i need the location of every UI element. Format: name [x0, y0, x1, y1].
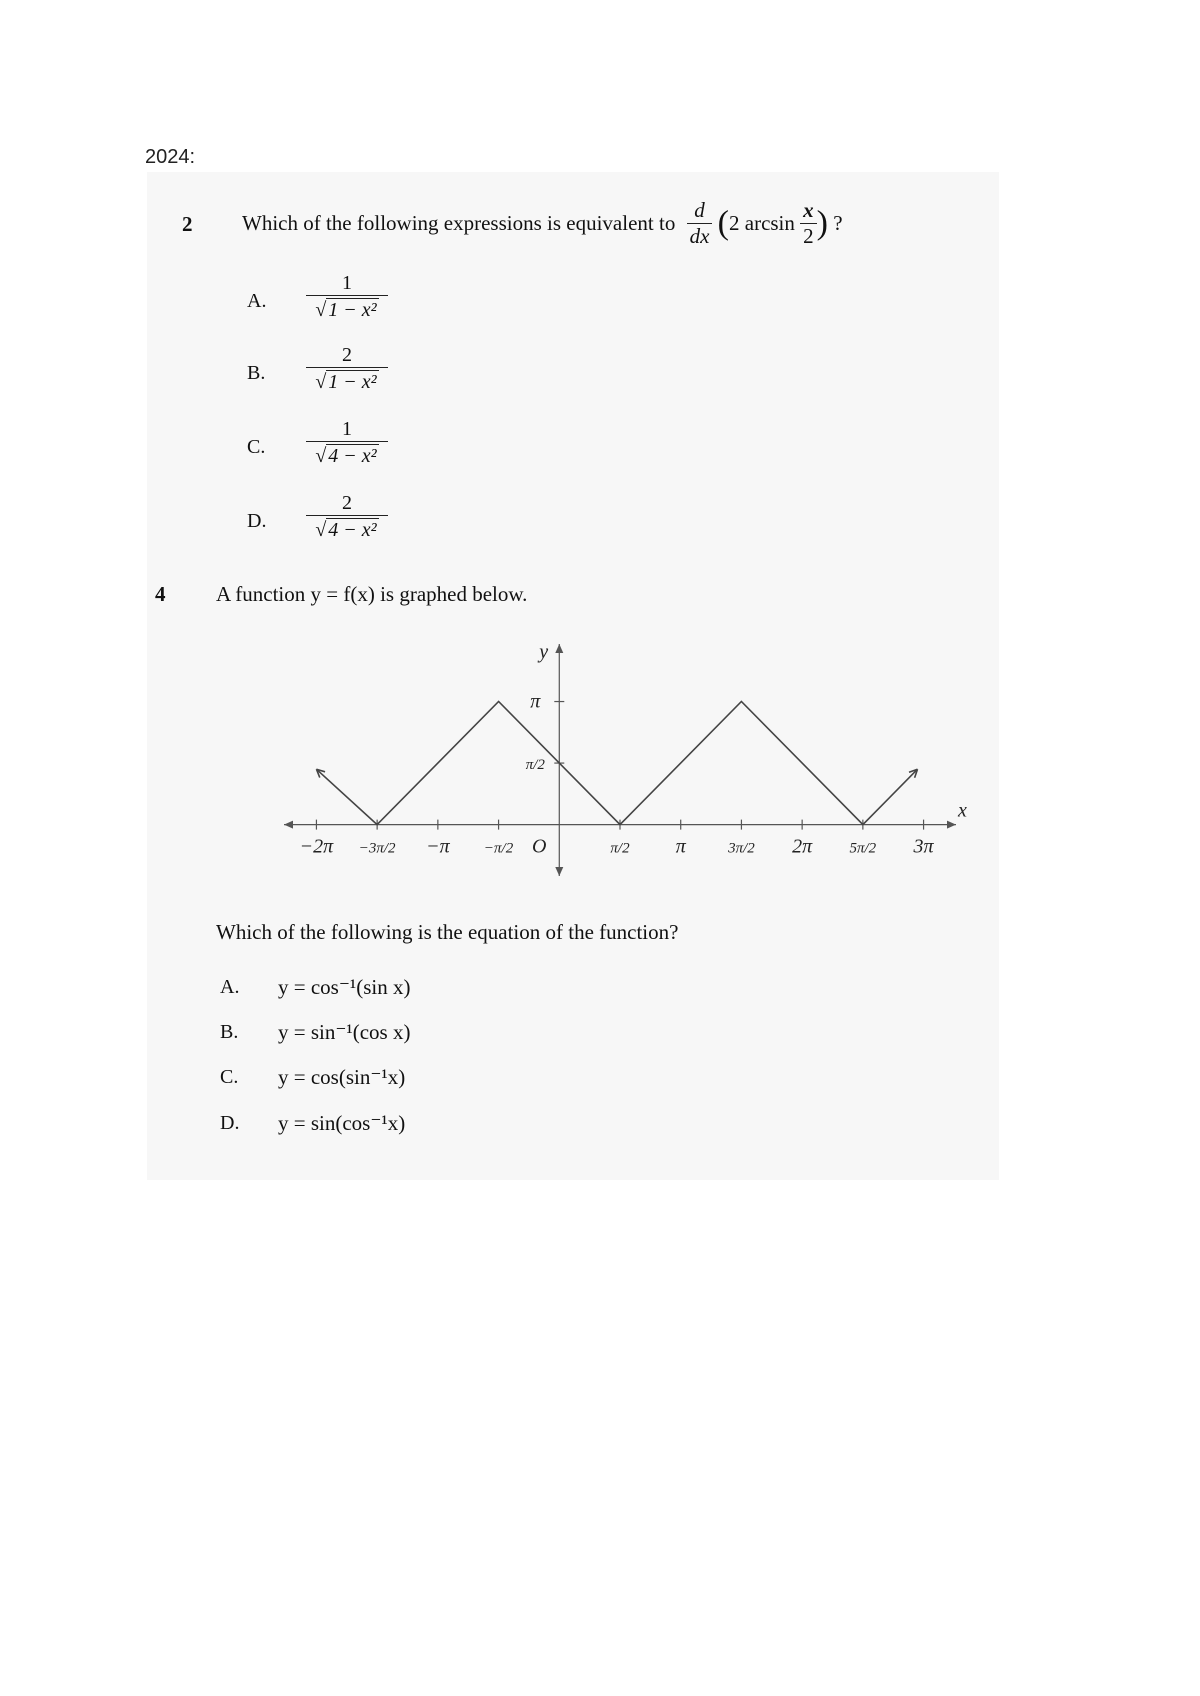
x-tick-label: 2π [792, 835, 813, 858]
q2-option-c-label: C. [247, 436, 266, 458]
derivative-numerator: d [694, 198, 705, 222]
radicand: 1 − x² [328, 371, 377, 393]
q4-option-c-label: C. [220, 1066, 239, 1088]
x-tick-label: O [532, 835, 547, 858]
graph-ticks [316, 702, 923, 830]
q2-option-c-numerator: 1 [342, 418, 352, 440]
y-tick-label: π/2 [525, 757, 545, 774]
q4-option-a-label: A. [220, 976, 240, 998]
q2-option-b-numerator: 2 [342, 344, 352, 366]
question-2-text: Which of the following expressions is equivalent to [242, 211, 676, 235]
q4-option-b-label: B. [220, 1021, 239, 1043]
x-tick-label: −π [426, 835, 450, 858]
q2-option-b-denominator [306, 367, 388, 394]
x-tick-label: π/2 [610, 840, 630, 857]
x-tick-label: 3π [913, 835, 934, 858]
question-mark: ? [833, 211, 843, 235]
radicand: 1 − x² [328, 299, 377, 321]
q2-option-d-label: D. [247, 510, 267, 532]
radicand: 4 − x² [328, 445, 377, 467]
radical-sign: √ [315, 445, 327, 467]
x-tick-label: −3π/2 [358, 840, 396, 857]
q2-option-d-numerator: 2 [342, 492, 352, 514]
question-2-prompt [242, 198, 843, 249]
x-tick-label: −π/2 [483, 840, 514, 857]
y-axis-arrow [555, 644, 563, 653]
q2-option-b-expression [306, 344, 388, 394]
question-4-question: Which of the following is the equation of the function? [216, 920, 679, 944]
q2-option-a-label: A. [247, 290, 267, 312]
x-tick-label: −2π [299, 835, 334, 858]
radical-sign: √ [315, 519, 327, 541]
function-graph [280, 640, 967, 880]
arcsin-argument [800, 198, 817, 249]
radical-sign: √ [315, 371, 327, 393]
q4-option-d-label: D. [220, 1112, 240, 1134]
x-axis-arrow [947, 821, 956, 829]
year-heading: 2024: [145, 146, 196, 168]
radicand: 4 − x² [328, 519, 377, 541]
question-4-prompt: A function y = f(x) is graphed below. [216, 582, 528, 606]
q2-option-b-label: B. [247, 362, 266, 384]
q2-option-c-denominator [306, 441, 388, 468]
argument-denominator: 2 [800, 223, 817, 249]
y-tick-label: π [530, 690, 541, 713]
q2-option-d-denominator [306, 515, 388, 542]
left-paren: ( [717, 204, 729, 242]
y-axis-label: y [539, 641, 549, 663]
q4-option-d-expression: y = sin(cos⁻¹x) [278, 1111, 406, 1135]
argument-numerator: x [803, 198, 814, 222]
q2-option-c-expression [306, 418, 388, 468]
arcsin-prefix: 2 arcsin [729, 211, 795, 235]
function-curve [316, 702, 917, 825]
x-tick-label: 5π/2 [849, 840, 877, 857]
x-axis-left-arrow [284, 821, 293, 829]
curve-end-arrows [316, 769, 917, 778]
q4-option-a-expression: y = cos⁻¹(sin x) [278, 975, 411, 999]
right-paren: ) [816, 204, 828, 242]
q2-option-a-expression [306, 272, 388, 322]
q4-option-b-expression: y = sin⁻¹(cos x) [278, 1020, 411, 1044]
q2-option-a-denominator [306, 295, 388, 322]
q4-option-c-expression: y = cos(sin⁻¹x) [278, 1065, 406, 1089]
question-2-number: 2 [182, 212, 193, 236]
y-axis-down-arrow [555, 867, 563, 876]
derivative-operator [687, 198, 713, 249]
derivative-denominator: dx [687, 223, 713, 249]
radical-sign: √ [315, 299, 327, 321]
x-axis-label: x [958, 799, 967, 822]
question-4-number: 4 [155, 582, 166, 606]
x-tick-label: π [675, 835, 686, 858]
x-tick-label: 3π/2 [728, 840, 755, 857]
q2-option-d-expression [306, 492, 388, 542]
q2-option-a-numerator: 1 [342, 272, 352, 294]
